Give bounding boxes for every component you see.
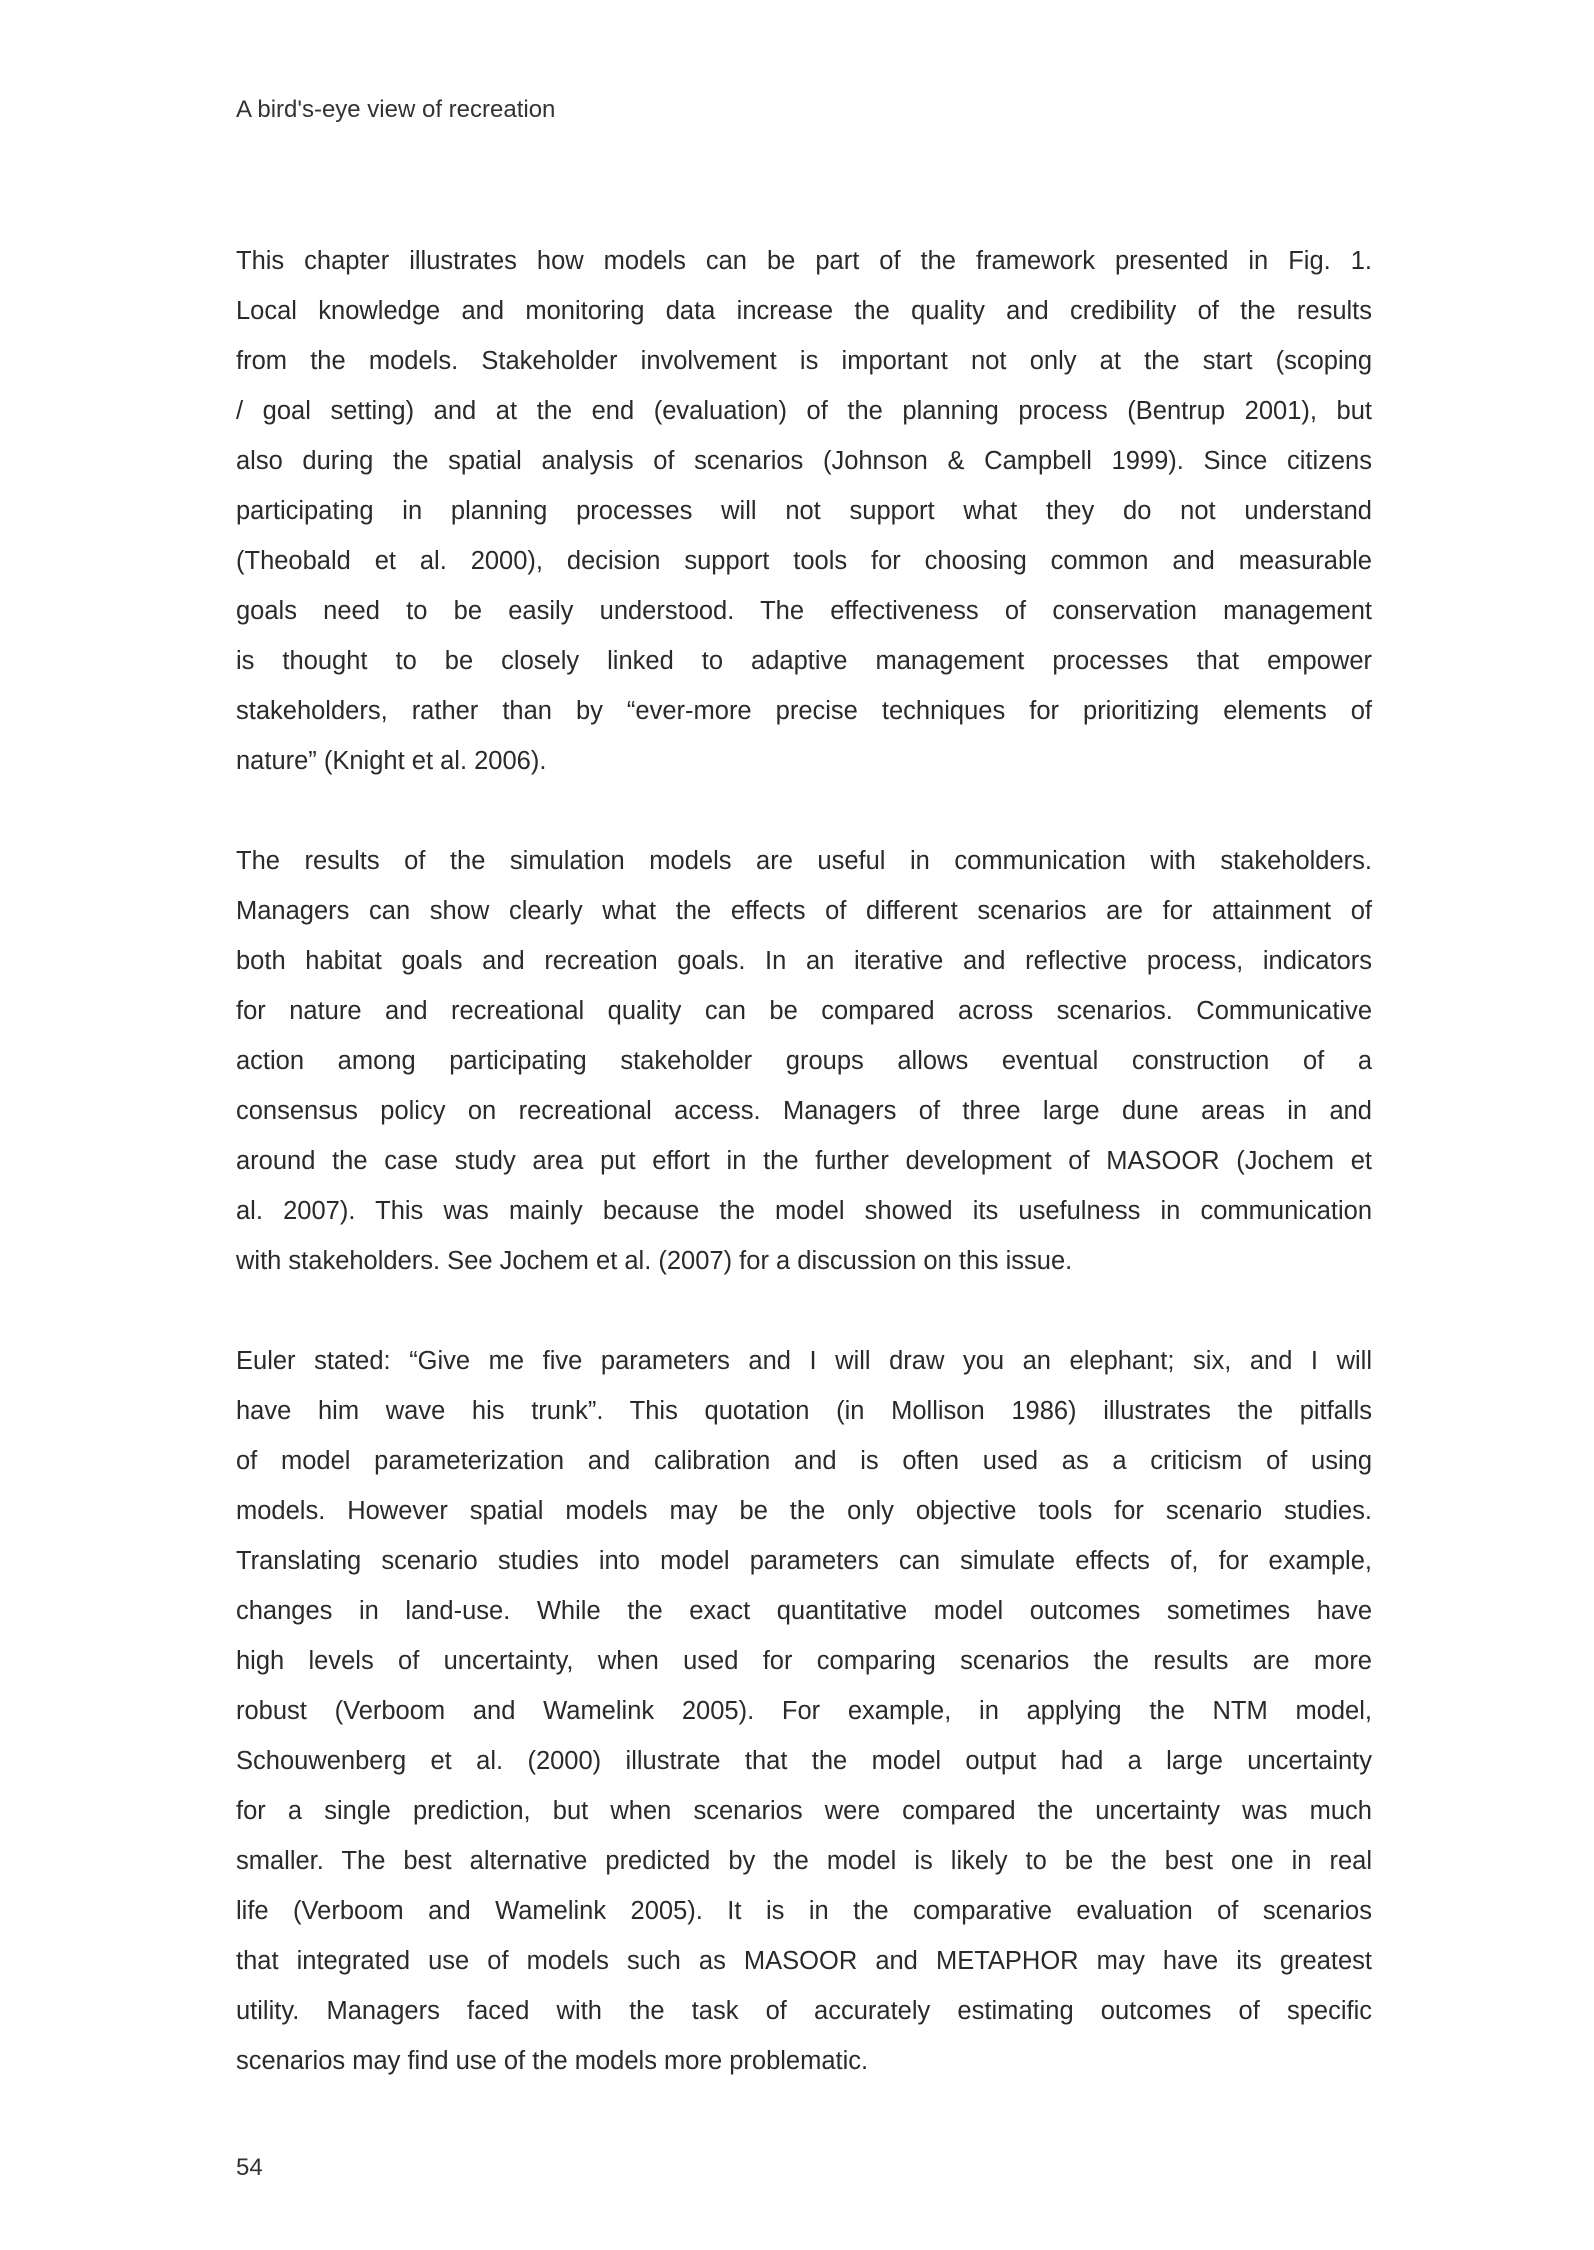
text-line: al. 2007). This was mainly because the model showed its usefulness in communication xyxy=(236,1197,1372,1225)
text-line: smaller. The best alternative predicted by the model is likely to be the best one in real xyxy=(236,1847,1372,1875)
text-line: This chapter illustrates how models can be part of the framework presented in Fig. 1. xyxy=(236,247,1372,275)
text-line: for nature and recreational quality can be compared across scenarios. Communicative xyxy=(236,997,1372,1025)
text-line: Euler stated: “Give me five parameters and I will draw you an elephant; six, and I will xyxy=(236,1347,1372,1375)
text-line: scenarios may find use of the models more problematic. xyxy=(236,2047,869,2075)
text-line: Translating scenario studies into model parameters can simulate effects of, for example, xyxy=(236,1547,1372,1575)
text-line: Schouwenberg et al. (2000) illustrate that the model output had a large uncertainty xyxy=(236,1747,1372,1775)
text-line: for a single prediction, but when scenarios were compared the uncertainty was much xyxy=(236,1797,1372,1825)
text-line: goals need to be easily understood. The effectiveness of conservation management xyxy=(236,597,1372,625)
text-line: / goal setting) and at the end (evaluation) of the planning process (Bentrup 2001), but xyxy=(236,397,1372,425)
text-line: that integrated use of models such as MASOOR and METAPHOR may have its greatest xyxy=(236,1947,1372,1975)
text-line: with stakeholders. See Jochem et al. (2007) for a discussion on this issue. xyxy=(236,1247,1073,1275)
text-line: have him wave his trunk”. This quotation (in Mollison 1986) illustrates the pitfalls xyxy=(236,1397,1372,1425)
running-head: A bird's-eye view of recreation xyxy=(236,96,556,123)
paragraph xyxy=(236,236,1372,786)
text-line: robust (Verboom and Wamelink 2005). For example, in applying the NTM model, xyxy=(236,1697,1372,1725)
text-line: Local knowledge and monitoring data increase the quality and credibility of the results xyxy=(236,297,1372,325)
text-line: models. However spatial models may be the only objective tools for scenario studies. xyxy=(236,1497,1372,1525)
text-line: Managers can show clearly what the effects of different scenarios are for attainment of xyxy=(236,897,1372,925)
text-line: nature” (Knight et al. 2006). xyxy=(236,747,547,775)
text-line: action among participating stakeholder groups allows eventual construction of a xyxy=(236,1047,1372,1075)
text-line: from the models. Stakeholder involvement is important not only at the start (scoping xyxy=(236,347,1372,375)
text-line: life (Verboom and Wamelink 2005). It is in the comparative evaluation of scenarios xyxy=(236,1897,1372,1925)
paragraph xyxy=(236,836,1372,1286)
text-line: around the case study area put effort in the further development of MASOOR (Jochem et xyxy=(236,1147,1372,1175)
text-line: both habitat goals and recreation goals. In an iterative and reflective process, indicators xyxy=(236,947,1372,975)
text-line: high levels of uncertainty, when used for comparing scenarios the results are more xyxy=(236,1647,1372,1675)
text-line: (Theobald et al. 2000), decision support tools for choosing common and measurable xyxy=(236,547,1372,575)
text-line: stakeholders, rather than by “ever-more precise techniques for prioritizing elements of xyxy=(236,697,1372,725)
body-text xyxy=(236,236,1372,2136)
text-line: consensus policy on recreational access. Managers of three large dune areas in and xyxy=(236,1097,1372,1125)
text-line: The results of the simulation models are useful in communication with stakeholders. xyxy=(236,847,1372,875)
text-line: of model parameterization and calibration and is often used as a criticism of using xyxy=(236,1447,1372,1475)
paragraph xyxy=(236,1336,1372,2086)
text-line: also during the spatial analysis of scenarios (Johnson & Campbell 1999). Since citizens xyxy=(236,447,1372,475)
text-line: participating in planning processes will not support what they do not understand xyxy=(236,497,1372,525)
text-line: utility. Managers faced with the task of accurately estimating outcomes of specific xyxy=(236,1997,1372,2025)
page-number: 54 xyxy=(236,2154,263,2181)
text-line: changes in land-use. While the exact quantitative model outcomes sometimes have xyxy=(236,1597,1372,1625)
text-line: is thought to be closely linked to adaptive management processes that empower xyxy=(236,647,1372,675)
